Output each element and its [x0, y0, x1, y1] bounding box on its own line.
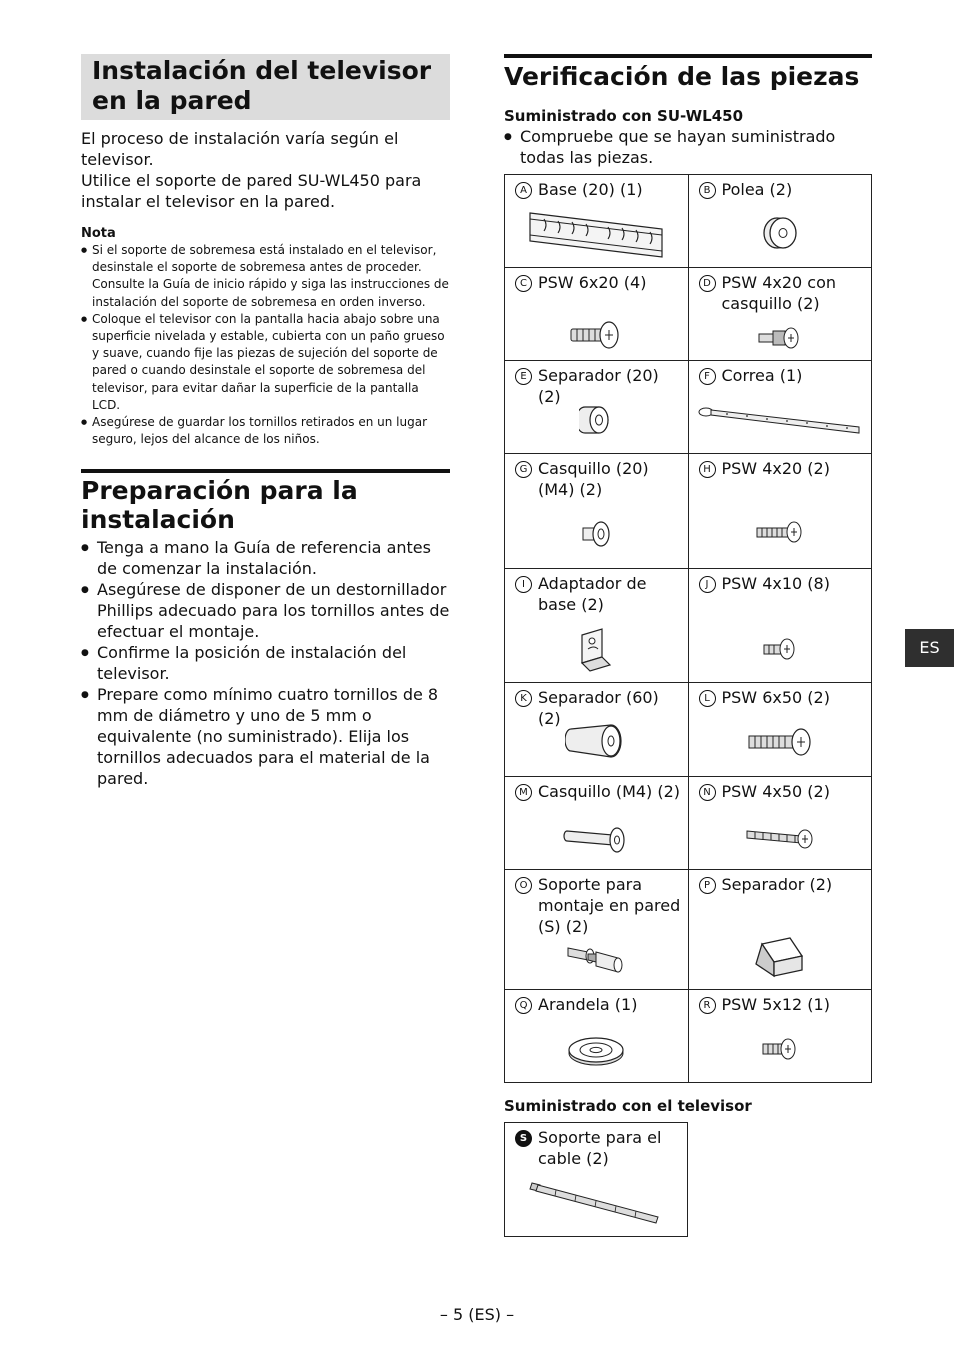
part-label: Separador (20) (2) — [538, 366, 659, 406]
screw-icon — [689, 825, 872, 849]
part-cell-s — [505, 1123, 687, 1236]
check-list — [504, 126, 872, 168]
part-label: Separador (2) — [721, 875, 833, 894]
part-cell-n — [689, 777, 872, 869]
part-cell-d — [689, 268, 872, 360]
part-cell-k — [505, 683, 688, 776]
part-cell-f — [689, 361, 872, 453]
supplied-with-tv-heading: Suministrado con el televisor — [504, 1097, 752, 1115]
part-label: Soporte para el cable (2) — [538, 1128, 662, 1168]
part-label: Base (20) (1) — [538, 180, 643, 199]
belt-strap-icon — [689, 405, 872, 435]
preparation-heading: Preparación para la instalación — [81, 469, 450, 534]
part-label: PSW 4x50 (2) — [721, 782, 830, 801]
part-label: PSW 5x12 (1) — [721, 995, 830, 1014]
part-label: Separador (60) (2) — [538, 688, 659, 728]
preparation-list — [81, 537, 450, 789]
screw-icon — [505, 320, 688, 350]
part-cell-h — [689, 454, 872, 568]
wall-base-bracket-icon — [505, 207, 688, 261]
part-cell-j — [689, 569, 872, 682]
check-item: ● Compruebe que se hayan suministrado todas las piezas. — [504, 126, 872, 168]
bushing-icon — [505, 520, 688, 550]
note-item: ● Asegúrese de guardar los tornillos retirados en un lugar seguro, lejos del alcance de los niños. — [81, 414, 450, 448]
language-tab: ES — [905, 629, 954, 667]
note-list — [81, 242, 450, 448]
wall-mount-support-icon — [505, 942, 688, 976]
part-letter: O — [515, 877, 532, 894]
part-label: PSW 4x10 (8) — [721, 574, 830, 593]
screw-with-bushing-icon — [689, 326, 872, 350]
part-label: Polea (2) — [721, 180, 793, 199]
long-spacer-icon — [505, 721, 688, 763]
part-label: Soporte para montaje en pared (S) (2) — [538, 875, 681, 936]
part-label: Adaptador de base (2) — [538, 574, 647, 614]
part-cell-i — [505, 569, 688, 682]
wall-install-para-2: Utilice el soporte de pared SU-WL450 para instalar el televisor en la pared. — [81, 171, 422, 211]
page-number: – 5 (ES) – — [439, 1305, 515, 1324]
screw-icon — [689, 1036, 872, 1062]
part-cell-g — [505, 454, 688, 568]
washer-icon — [505, 1034, 688, 1068]
note-item: ● Si el soporte de sobremesa está instalado en el televisor, desinstale el soporte de sobremesa antes de proceder. Consulte la Guía de inicio rápido y siga las instrucciones de instalación del soporte de sobremesa en orden inverso. — [81, 242, 450, 311]
part-letter: B — [699, 182, 716, 199]
part-label: PSW 6x20 (4) — [538, 273, 647, 292]
preparation-item: ● Asegúrese de disponer de un destornillador Phillips adecuado para los tornillos antes de efectuar el montaje. — [81, 579, 450, 642]
part-cell-m — [505, 777, 688, 869]
preparation-item: ● Prepare como mínimo cuatro tornillos de 8 mm de diámetro y uno de 5 mm o equivalente (no suministrado). Elija los tornillos adecuados para el material de la pared. — [81, 684, 450, 789]
part-cell-o — [505, 870, 688, 989]
part-cell-b — [689, 175, 872, 267]
part-letter: K — [515, 690, 532, 707]
screw-icon — [689, 637, 872, 661]
part-letter: H — [699, 461, 716, 478]
part-cell-l — [689, 683, 872, 776]
note-item: ● Coloque el televisor con la pantalla hacia abajo sobre una superficie nivelada y estable, cubierta con un paño grueso y suave, cuando fije las piezas de sujeción del soporte de pared o cuando desinstale el soporte de sobremesa del televisor, para evitar dañar la superficie de la pantalla LCD. — [81, 311, 450, 414]
part-label: Casquillo (M4) (2) — [538, 782, 681, 801]
part-letter: G — [515, 461, 532, 478]
tv-parts-table — [504, 1122, 688, 1237]
part-letter: A — [515, 182, 532, 199]
part-label: PSW 6x50 (2) — [721, 688, 830, 707]
cable-holder-icon — [505, 1179, 687, 1225]
part-cell-q — [505, 990, 688, 1082]
screw-icon — [689, 520, 872, 544]
part-letter: S — [515, 1130, 532, 1147]
preparation-item: ● Confirme la posición de instalación del televisor. — [81, 642, 450, 684]
part-label: Arandela (1) — [538, 995, 638, 1014]
part-letter: L — [699, 690, 716, 707]
part-letter: Q — [515, 997, 532, 1014]
wall-install-heading: Instalación del televisor en la pared — [81, 54, 450, 120]
part-letter: D — [699, 275, 716, 292]
part-label: PSW 4x20 (2) — [721, 459, 830, 478]
wall-install-para-1: El proceso de instalación varía según el televisor. — [81, 129, 399, 169]
block-spacer-icon — [689, 934, 872, 980]
part-cell-r — [689, 990, 872, 1082]
part-letter: N — [699, 784, 716, 801]
part-letter: F — [699, 368, 716, 385]
long-bushing-icon — [505, 823, 688, 853]
part-cell-c — [505, 268, 688, 360]
part-cell-e — [505, 361, 688, 453]
note-title: Nota — [81, 226, 116, 241]
preparation-item: ● Tenga a mano la Guía de referencia antes de comenzar la instalación. — [81, 537, 450, 579]
left-column — [81, 54, 450, 789]
part-label: PSW 4x20 con casquillo (2) — [721, 273, 837, 313]
screw-icon — [689, 727, 872, 757]
supplied-with-heading: Suministrado con SU-WL450 — [504, 107, 744, 125]
part-letter: P — [699, 877, 716, 894]
right-column — [504, 54, 872, 1237]
part-letter: M — [515, 784, 532, 801]
parts-table — [504, 174, 872, 1083]
part-label: Casquillo (20) (M4) (2) — [538, 459, 649, 499]
part-letter: I — [515, 576, 532, 593]
pulley-icon — [689, 213, 872, 253]
part-letter: J — [699, 576, 716, 593]
part-label: Correa (1) — [721, 366, 803, 385]
part-letter: C — [515, 275, 532, 292]
part-letter: E — [515, 368, 532, 385]
part-cell-a — [505, 175, 688, 267]
base-adapter-icon — [505, 627, 688, 673]
spacer-icon — [505, 403, 688, 437]
parts-check-heading: Verificación de las piezas — [504, 54, 872, 91]
part-cell-p — [689, 870, 872, 989]
part-letter: R — [699, 997, 716, 1014]
